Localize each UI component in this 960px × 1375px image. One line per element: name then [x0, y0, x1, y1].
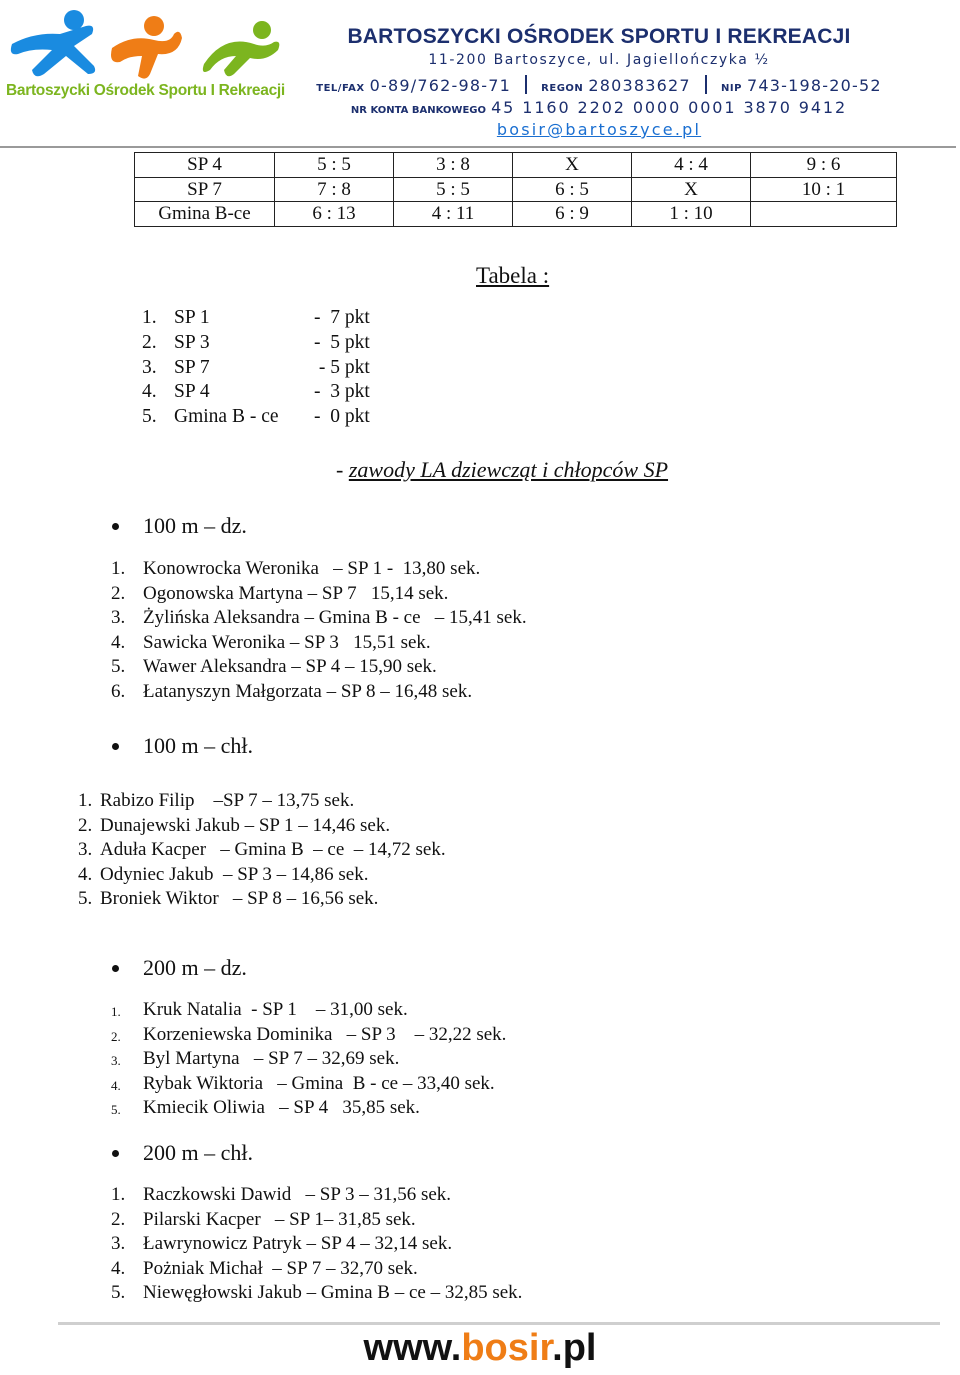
bank-account: 45 1160 2202 0000 0001 3870 9412: [491, 98, 848, 117]
address: 11-200 Bartoszyce, ul. Jagiellończyka ½: [428, 52, 770, 68]
result-entry: Wawer Aleksandra – SP 4 – 15,90 sek.: [143, 656, 437, 677]
table-cell: SP 4: [135, 153, 275, 178]
website-prefix: www.: [363, 1327, 462, 1369]
logo-text: Bartoszycki Ośrodek Sportu I Rekreacji: [6, 82, 285, 99]
team: SP 4: [174, 381, 210, 402]
footer-divider: [58, 1322, 940, 1325]
website-brand: bosir: [461, 1327, 553, 1369]
tel-label: TEL/FAX: [316, 83, 365, 94]
athletes-logo-icon: [4, 4, 286, 84]
event-title-text: 200 m – chł.: [143, 1140, 253, 1165]
table-cell: 6 : 5: [513, 177, 632, 202]
result-entry: Rybak Wiktoria – Gmina B - ce – 33,40 sek.: [143, 1073, 495, 1094]
table-row: [135, 153, 897, 178]
result-entry: Kruk Natalia - SP 1 – 31,00 sek.: [143, 999, 408, 1020]
logo: [4, 4, 286, 108]
table-cell: Gmina B-ce: [135, 202, 275, 227]
website-link[interactable]: [0, 1327, 960, 1370]
table-cell: 6 : 9: [513, 202, 632, 227]
rank: 2.: [142, 332, 157, 353]
rank: 3.: [142, 357, 157, 378]
event-title: [143, 513, 247, 539]
rank: 1.: [111, 1004, 121, 1019]
regon-label: REGON: [541, 83, 584, 94]
table-cell: X: [513, 153, 632, 178]
team: SP 3: [174, 332, 210, 353]
result-entry: Pilarski Kacper – SP 1– 31,85 sek.: [143, 1209, 416, 1230]
table-cell: 4 : 4: [632, 153, 751, 178]
rank: 4.: [142, 381, 157, 402]
rank: 3.: [78, 839, 93, 860]
rank: 6.: [111, 681, 126, 702]
rank: 5.: [142, 406, 157, 427]
table-cell: 9 : 6: [751, 153, 897, 178]
table-cell: X: [632, 177, 751, 202]
rank: 4.: [111, 1258, 126, 1279]
points: - 5 pkt: [314, 332, 370, 353]
heading-text: zawody LA dziewcząt i chłopców SP: [348, 457, 669, 482]
event-title: [143, 1140, 253, 1166]
result-entry: Dunajewski Jakub – SP 1 – 14,46 sek.: [100, 815, 391, 836]
bullet-icon: [112, 965, 119, 972]
website-suffix: .pl: [552, 1327, 597, 1369]
result-entry: Sawicka Weronika – SP 3 15,51 sek.: [143, 632, 431, 653]
bullet-icon: [112, 523, 119, 530]
result-entry: Ogonowska Martyna – SP 7 15,14 sek.: [143, 583, 449, 604]
results-table: [134, 152, 897, 227]
points: - 5 pkt: [314, 357, 370, 378]
bank-line: [290, 98, 908, 117]
bullet-icon: [112, 743, 119, 750]
rank: 3.: [111, 1233, 126, 1254]
result-entry: Byl Martyna – SP 7 – 32,69 sek.: [143, 1048, 400, 1069]
table-cell: 1 : 10: [632, 202, 751, 227]
bullet-icon: [112, 1150, 119, 1157]
rank: 1.: [78, 790, 93, 811]
rank: 5.: [111, 1102, 121, 1117]
nip-label: NIP: [720, 83, 742, 94]
result-entry: Kmiecik Oliwia – SP 4 35,85 sek.: [143, 1097, 420, 1118]
result-entry: Konowrocka Weronika – SP 1 - 13,80 sek.: [143, 558, 481, 579]
table-row: [135, 202, 897, 227]
rank: 2.: [78, 815, 93, 836]
result-entry: Raczkowski Dawid – SP 3 – 31,56 sek.: [143, 1184, 452, 1205]
standings-title: Tabela :: [476, 263, 550, 288]
points: - 7 pkt: [314, 307, 370, 328]
rank: 4.: [111, 632, 126, 653]
rank: 2.: [111, 1209, 126, 1230]
rank: 1.: [142, 307, 157, 328]
rank: 4.: [78, 864, 93, 885]
email-link[interactable]: bosir@bartoszyce.pl: [496, 120, 702, 139]
rank: 2.: [111, 1029, 121, 1044]
separator: [705, 75, 707, 94]
result-entry: Łatanyszyn Małgorzata – SP 8 – 16,48 sek.: [143, 681, 473, 702]
rank: 3.: [111, 1053, 121, 1068]
team: SP 7: [174, 357, 210, 378]
result-entry: Rabizo Filip –SP 7 – 13,75 sek.: [100, 790, 355, 811]
separator: [525, 75, 527, 94]
regon-value: 280383627: [588, 76, 691, 95]
contact-line: [290, 75, 908, 95]
table-cell: 5 : 5: [275, 153, 394, 178]
table-cell: 3 : 8: [394, 153, 513, 178]
nip-value: 743-198-20-52: [747, 76, 882, 95]
result-entry: Niewęgłowski Jakub – Gmina B – ce – 32,85 sek.: [143, 1282, 523, 1303]
event-title: [143, 955, 247, 981]
rank: 5.: [111, 656, 126, 677]
rank: 3.: [111, 607, 126, 628]
bank-label: NR KONTA BANKOWEGO: [350, 105, 486, 116]
rank: 5.: [111, 1282, 126, 1303]
event-title-text: 100 m – chł.: [143, 733, 253, 758]
result-entry: Aduła Kacper – Gmina B – ce – 14,72 sek.: [100, 839, 446, 860]
heading-dash: -: [336, 457, 349, 482]
rank: 1.: [111, 1184, 126, 1205]
table-row: [135, 177, 897, 202]
table-cell: 5 : 5: [394, 177, 513, 202]
table-cell: SP 7: [135, 177, 275, 202]
result-entry: Broniek Wiktor – SP 8 – 16,56 sek.: [100, 888, 379, 909]
result-entry: Pożniak Michał – SP 7 – 32,70 sek.: [143, 1258, 418, 1279]
table-cell: 10 : 1: [751, 177, 897, 202]
rank: 2.: [111, 583, 126, 604]
event-title: [143, 733, 253, 759]
rank: 4.: [111, 1078, 121, 1093]
team: SP 1: [174, 307, 210, 328]
rank: 1.: [111, 558, 126, 579]
table-cell: 4 : 11: [394, 202, 513, 227]
event-title-text: 200 m – dz.: [143, 955, 247, 980]
event-title-text: 100 m – dz.: [143, 513, 247, 538]
result-entry: Odyniec Jakub – SP 3 – 14,86 sek.: [100, 864, 369, 885]
header-divider: [0, 146, 956, 148]
table-cell: 6 : 13: [275, 202, 394, 227]
organization-name: BARTOSZYCKI OŚRODEK SPORTU I REKREACJI: [347, 25, 851, 48]
tel-value: 0-89/762-98-71: [369, 76, 511, 95]
result-entry: Żylińska Aleksandra – Gmina B - ce – 15,41 sek.: [143, 607, 527, 628]
events-heading: [336, 457, 668, 483]
points: - 0 pkt: [314, 406, 370, 427]
points: - 3 pkt: [314, 381, 370, 402]
rank: 5.: [78, 888, 93, 909]
team: Gmina B - ce: [174, 406, 279, 427]
table-cell: [751, 202, 897, 227]
result-entry: Ławrynowicz Patryk – SP 4 – 32,14 sek.: [143, 1233, 453, 1254]
result-entry: Korzeniewska Dominika – SP 3 – 32,22 sek.: [143, 1024, 507, 1045]
table-cell: 7 : 8: [275, 177, 394, 202]
